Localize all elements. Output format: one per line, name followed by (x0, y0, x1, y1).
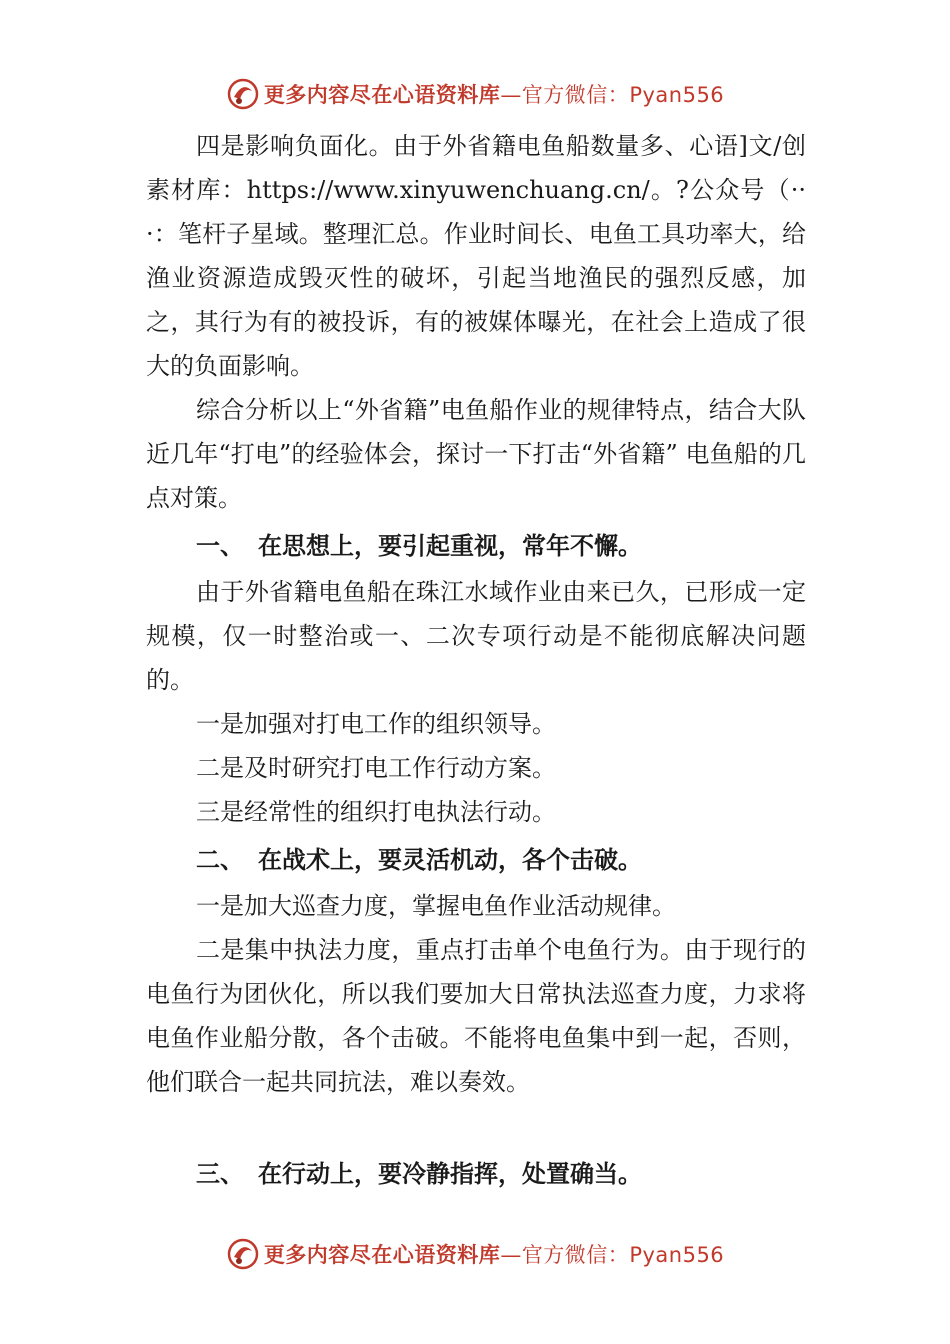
swirl-logo-icon (226, 1237, 260, 1271)
section-heading-3: 三、 在行动上，要冷静指挥，处置确当。 (196, 1160, 642, 1188)
footer-banner-text: 更多内容尽在心语资料库—官方微信：Pyan556 (263, 1243, 725, 1267)
paragraph-analysis: 综合分析以上“外省籍”电鱼船作业的规律特点，结合大队近几年“打电”的经验体会，探讨一下打击“外省籍” 电鱼船的几点对策。 (146, 396, 806, 512)
paragraph-concentrate: 二是集中执法力度，重点打击单个电鱼行为。由于现行的电鱼行为团伙化，所以我们要加大日常执法巡查力度，力求将电鱼作业船分散，各个击破。不能将电鱼集中到一起，否则，他们联合一起共同抗法，难以奏效。 (146, 936, 806, 1096)
list-item-organize: 一是加强对打电工作的组织领导。 (196, 710, 556, 738)
list-item-patrol: 一是加大巡查力度，掌握电鱼作业活动规律。 (196, 892, 676, 920)
footer-banner (0, 1234, 950, 1274)
document-body (146, 124, 806, 1198)
paragraph-impact: 四是影响负面化。由于外省籍电鱼船数量多、心语]文/创素材库：https://www.xinyuwenchuang.cn/。?公众号（···：笔杆子星域。整理汇总。作业时间长、电鱼工具功率大，给渔业资源造成毁灭性的破坏，引起当地渔民的强烈反感，加之，其行为有的被投诉，有的被媒体曝光，在社会上造成了很大的负面影响。 (146, 132, 806, 380)
section-heading-2: 二、 在战术上，要灵活机动，各个击破。 (196, 846, 642, 874)
list-item-plan: 二是及时研究打电工作行动方案。 (196, 754, 556, 782)
section-heading-1: 一、 在思想上，要引起重视，常年不懈。 (196, 532, 642, 560)
paragraph-scale: 由于外省籍电鱼船在珠江水域作业由来已久，已形成一定规模，仅一时整治或一、二次专项行动是不能彻底解决问题的。 (146, 578, 806, 694)
list-item-enforce: 三是经常性的组织打电执法行动。 (196, 798, 556, 826)
header-banner (0, 74, 950, 114)
spacer (146, 1104, 806, 1148)
swirl-logo-icon (226, 77, 260, 111)
header-banner-text: 更多内容尽在心语资料库—官方微信：Pyan556 (263, 83, 725, 107)
